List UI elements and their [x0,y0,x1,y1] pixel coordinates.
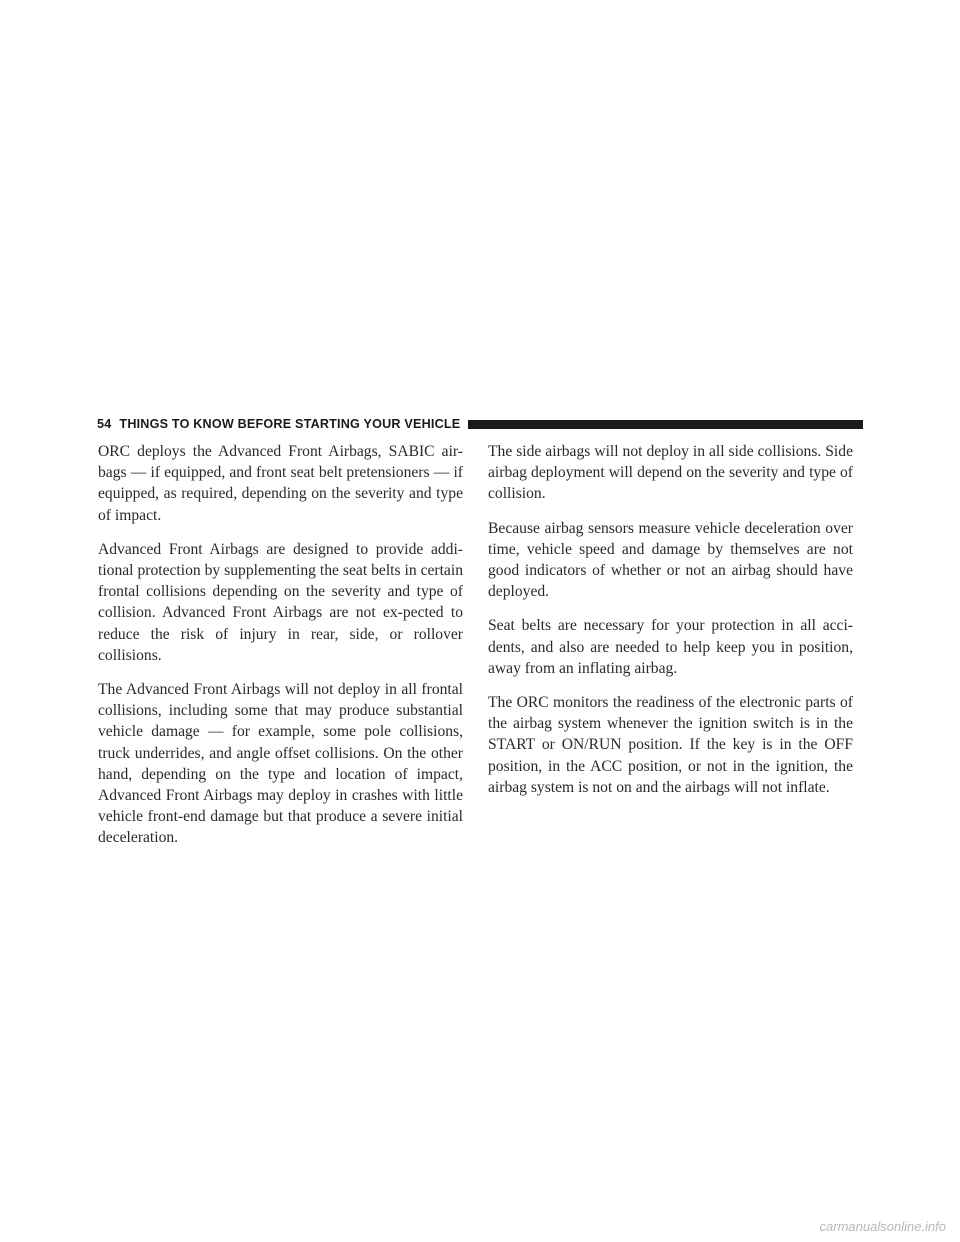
paragraph-advanced-front-airbags-designed: Advanced Front Airbags are designed to provide addi-tional protection by supplementing the seat belts in certain frontal collisions depending on the severity and type of collision. Advanced Front Airbags are not ex-pected to reduce the risk of injury in rear, side, or rollover collisions. [98,540,463,664]
page-number: 54 [97,417,112,431]
section-title: THINGS TO KNOW BEFORE STARTING YOUR VEHICLE [119,417,461,431]
paragraph-side-airbags: The side airbags will not deploy in all side collisions. Side airbag deployment will depend on the severity and type of collision. [488,443,853,503]
watermark: carmanualsonline.info [819,1219,946,1234]
left-column [98,441,463,862]
header-rule [468,420,863,429]
page-header [97,416,863,432]
paragraph-orc-deploys: ORC deploys the Advanced Front Airbags, SABIC air-bags — if equipped, and front seat belt pretensioners — if equipped, as required, depending on the severity and type of impact. [98,443,463,524]
paragraph-orc-monitors: The ORC monitors the readiness of the electronic parts of the airbag system whenever the ignition switch is in the START or ON/RUN position. If the key is in the OFF position, in the ACC position, or not in the ignition, the airbag system is not on and the airbags will not inflate. [488,694,853,796]
paragraph-airbag-sensors: Because airbag sensors measure vehicle deceleration over time, vehicle speed and damage by themselves are not good indicators of whether or not an airbag should have deployed. [488,519,853,601]
paragraph-seat-belts: Seat belts are necessary for your protection in all acci-dents, and also are needed to help keep you in position, away from an inflating airbag. [488,617,853,677]
right-column [488,441,853,811]
paragraph-airbags-will-not-deploy-frontal: The Advanced Front Airbags will not deploy in all frontal collisions, including some that may produce substantial vehicle damage — for example, some pole collisions, truck underrides, and angle offset collisions. On the other hand, depending on the type and location of impact, Advanced Front Airbags may deploy in crashes with little vehicle front-end damage but that produce a severe initial deceleration. [98,681,463,847]
